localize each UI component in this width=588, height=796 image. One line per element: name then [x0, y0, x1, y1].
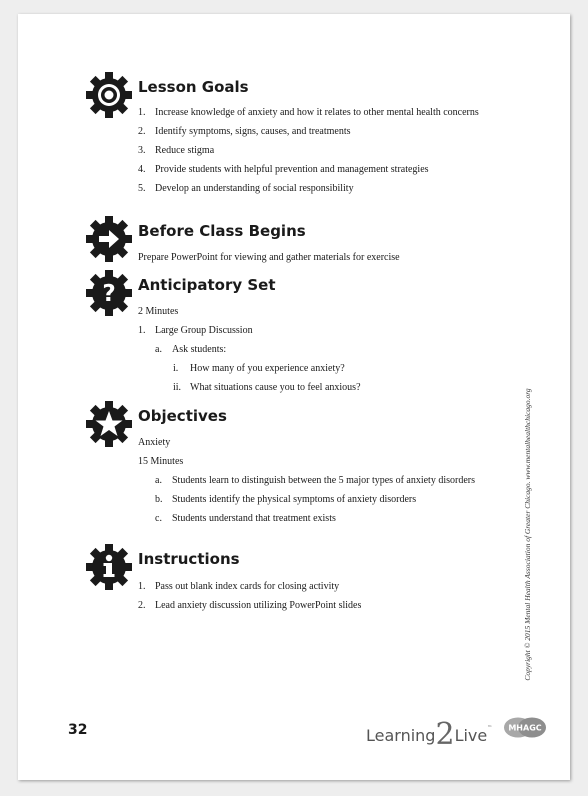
item-text: Students identify the physical symptoms of anxiety disorders — [172, 494, 417, 505]
item-text: Students understand that treatment exists — [172, 513, 336, 524]
logo-two: 2 — [435, 717, 455, 752]
sub-list-item — [155, 474, 483, 487]
duration: 15 Minutes — [138, 456, 184, 467]
list-item — [138, 182, 483, 195]
sub-list-item — [155, 512, 483, 525]
item-number: ii. — [173, 382, 182, 393]
item-text: Reduce stigma — [155, 145, 215, 156]
sub-list-item — [155, 493, 483, 506]
item-text: Identify symptoms, signs, causes, and treatments — [155, 126, 351, 137]
item-text: What situations cause you to feel anxious? — [190, 382, 361, 393]
item-number: i. — [173, 363, 179, 374]
item-number: 2. — [138, 126, 146, 137]
item-text: Pass out blank index cards for closing activity — [155, 581, 340, 592]
question-gear-icon — [86, 270, 132, 316]
document-page — [18, 14, 570, 780]
item-text: Students learn to distinguish between the 5 major types of anxiety disorders — [172, 475, 475, 486]
item-number: a. — [155, 344, 162, 355]
star-gear-icon — [86, 401, 132, 447]
item-number: b. — [155, 494, 163, 505]
info-gear-icon — [86, 544, 132, 590]
logo-live: Live — [454, 726, 488, 745]
item-number: 1. — [138, 581, 146, 592]
logo-mhagc-text: MHAGC — [508, 723, 542, 733]
item-text: Lead anxiety discussion utilizing PowerPoint slides — [155, 600, 362, 611]
section-heading: Instructions — [138, 550, 240, 568]
list-item — [138, 324, 483, 337]
list-item — [138, 163, 483, 176]
item-number: 2. — [138, 600, 146, 611]
learning-2-live-logo — [366, 714, 493, 752]
logo-trademark: ™ — [487, 725, 493, 731]
section-heading: Before Class Begins — [138, 222, 306, 240]
section-heading: Objectives — [138, 407, 227, 425]
item-number: 1. — [138, 325, 146, 336]
question-item — [173, 381, 483, 394]
page-number: 32 — [68, 722, 88, 738]
logo-learning: Learning — [366, 726, 436, 745]
list-item — [138, 144, 483, 157]
item-text: Develop an understanding of social responsibility — [155, 183, 354, 194]
item-text: Large Group Discussion — [155, 325, 253, 336]
copyright-notice: Copyright © 2015 Mental Health Association of Greater Chicago. www.mentalhealthchicago.org — [523, 388, 532, 681]
item-number: 1. — [138, 107, 146, 118]
topic: Anxiety — [138, 437, 171, 448]
question-item — [173, 362, 483, 375]
item-text: How many of you experience anxiety? — [190, 363, 345, 374]
paragraph: Prepare PowerPoint for viewing and gather materials for exercise — [138, 252, 400, 263]
anticipatory-body — [138, 305, 483, 400]
item-number: 4. — [138, 164, 146, 175]
item-text: Ask students: — [172, 344, 227, 355]
list-item — [138, 599, 483, 612]
lesson-goals-list — [138, 106, 483, 201]
item-text: Provide students with helpful prevention and management strategies — [155, 164, 429, 175]
svg-text:?: ? — [102, 281, 116, 307]
list-item — [138, 125, 483, 138]
item-number: c. — [155, 513, 162, 524]
section-heading: Lesson Goals — [138, 78, 249, 96]
item-text: Increase knowledge of anxiety and how it relates to other mental health concerns — [155, 107, 479, 118]
duration: 2 Minutes — [138, 306, 179, 317]
item-number: 3. — [138, 145, 146, 156]
list-item — [138, 580, 483, 593]
objectives-body — [138, 436, 483, 531]
target-gear-icon — [86, 72, 132, 118]
before-class-text — [138, 251, 483, 270]
instructions-list — [138, 580, 483, 618]
section-heading: Anticipatory Set — [138, 276, 276, 294]
arrow-gear-icon — [86, 216, 132, 262]
list-item — [138, 106, 483, 119]
sub-list-item — [155, 343, 483, 356]
item-number: a. — [155, 475, 162, 486]
mhagc-logo — [503, 717, 547, 738]
item-number: 5. — [138, 183, 146, 194]
